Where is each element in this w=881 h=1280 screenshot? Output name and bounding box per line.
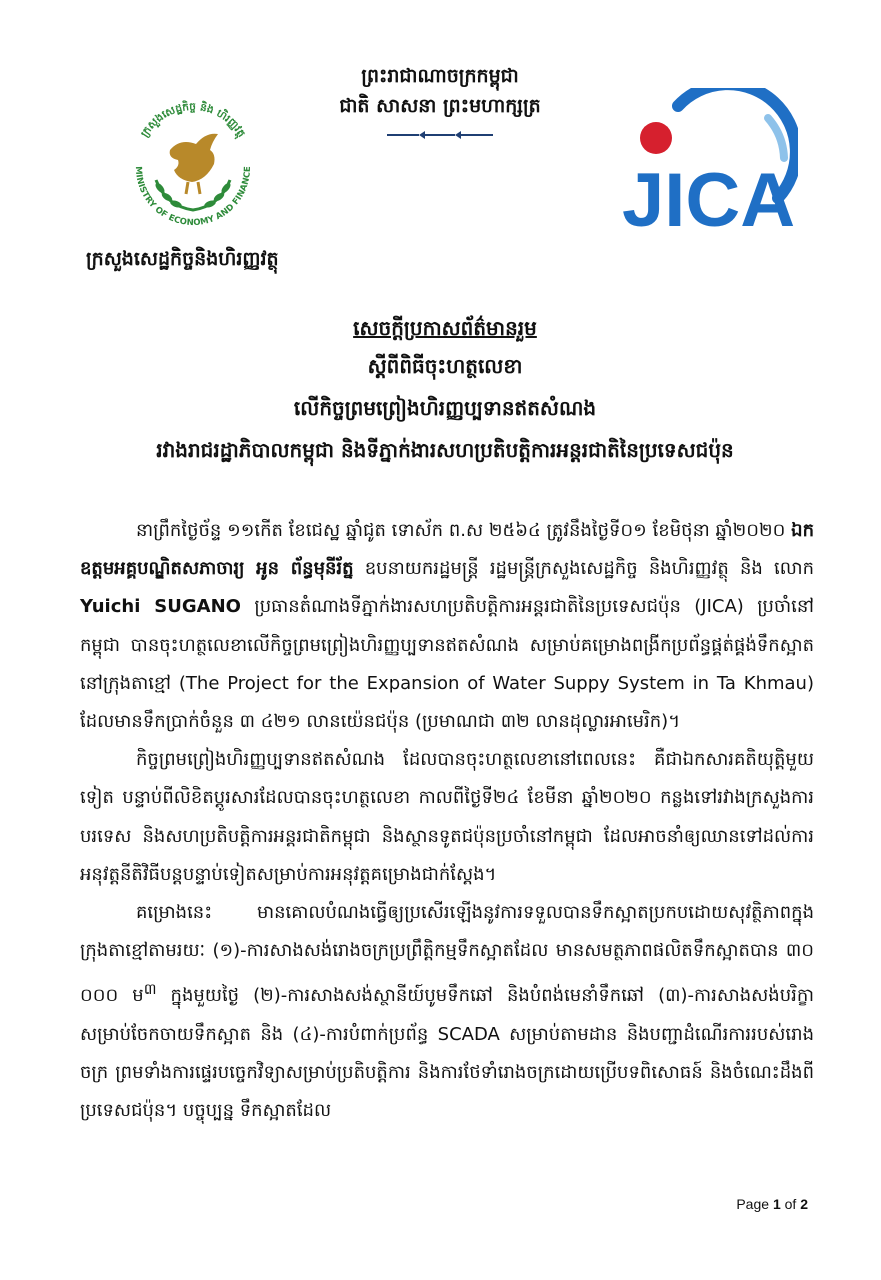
- document-body: [80, 512, 814, 1130]
- national-motto: ជាតិ សាសនា ព្រះមហាក្សត្រ: [339, 94, 541, 117]
- ornament-divider-icon: [385, 129, 495, 141]
- jica-logo-text: JICA: [622, 158, 796, 243]
- p1-content: ប្រធានតំណាងទីភ្នាក់ងារសហប្រតិបត្តិការអន្តរជាតិនៃប្រទេសជប៉ុន (JICA) ប្រចាំនៅកម្ពុជា បានចុះហត្ថលេខាលើកិច្ចព្រមព្រៀងហិរញ្ញប្បទានឥតសំណង សម្រាប់គម្រោងពង្រីកប្រព័ន្ធផ្គត់ផ្គង់ទឹកស្អាតនៅក្រុងតាខ្មៅ (The Project for the Expansion of Water Suppy System in Ta Khmau) ដែលមានទឹកប្រាក់ចំនួន ៣ ៤២១ លានយ៉េនជប៉ុន (ប្រមាណជា ៣២ លានដុល្លារអាមេរិក)។: [80, 596, 814, 733]
- jica-logo: [618, 88, 798, 248]
- p3-superscript: ៣: [143, 980, 157, 999]
- title-joint-press-release: សេចក្តីប្រកាសព័ត៌មានរួម: [353, 316, 537, 340]
- p1-jica-representative: Yuichi SUGANO: [80, 596, 241, 618]
- paragraph-3: [80, 894, 814, 1130]
- p1-title: ឧបនាយករដ្ឋមន្ត្រី រដ្ឋមន្ត្រីក្រសួងសេដ្ឋកិច្ច និងហិរញ្ញវត្ថុ និង លោក: [364, 558, 814, 580]
- svg-text:ក្រសួងសេដ្ឋកិច្ច និង ហិរញ្ញវត្: ក្រសួងសេដ្ឋកិច្ច និង ហិរញ្ញវត្ថុ: [138, 100, 248, 140]
- paragraph-1: [80, 512, 814, 741]
- paragraph-2: កិច្ចព្រមព្រៀងហិរញ្ញប្បទានឥតសំណង ដែលបានចុះហត្ថលេខានៅពេលនេះ គឺជាឯកសារគតិយុត្តិមួយទៀត បន្ទាប់ពីលិខិតប្តូរសារដែលបានចុះហត្ថលេខា កាលពីថ្ងៃទី២៤ ខែមីនា ឆ្នាំ២០២០ កន្លងទៅរវាងក្រសួងការបរទេស និងសហប្រតិបត្តិការអន្តរជាតិកម្ពុជា និងស្ថានទូតជប៉ុនប្រចាំនៅកម្ពុជា ដែលអាចនាំឲ្យឈានទៅដល់ការអនុវត្តនីតិវិធីបន្តបន្ទាប់ទៀតសម្រាប់ការអនុវត្តគម្រោងជាក់ស្តែង។: [80, 749, 814, 885]
- p3-text-b: ក្នុងមួយថ្ងៃ (២)-ការសាងសង់ស្ថានីយ៍បូមទឹកឆៅ និងបំពង់មេនាំទឹកឆៅ (៣)-ការសាងសង់បរិក្ខាសម្រាប់ចែកចាយទឹកស្អាត និង (៤)-ការបំពាក់ប្រព័ន្ធ SCADA សម្រាប់តាមដាន និងបញ្ជាដំណើរការរបស់រោងចក្រ ព្រមទាំងការផ្ទេរបច្ចេកវិទ្យាសម្រាប់ប្រតិបត្តិការ និងការថែទាំរោងចក្រដោយប្រើបទពិសោធន៍ និងចំណេះដឹងពីប្រទេសជប៉ុន។ បច្ចុប្បន្ន ទឹកស្អាតដែល: [80, 985, 814, 1122]
- page-total: 2: [800, 1196, 808, 1212]
- p3-text-a: គម្រោងនេះ មានគោលបំណងធ្វើឲ្យប្រសើរឡើងនូវការទទួលបានទឹកស្អាតប្រកបដោយសុវត្ថិភាពក្នុងក្រុងតាខ្មៅតាមរយៈ (១)-ការសាងសង់រោងចក្រប្រព្រឹត្តិកម្មទឹកស្អាតដែល មានសមត្ថភាពផលិតទឹកស្អាតបាន ៣០ ០០០ ម: [80, 902, 814, 1007]
- kingdom-title: ព្រះរាជាណាចក្រកម្ពុជា: [361, 65, 519, 87]
- title-grant-agreement: លើកិច្ចព្រមព្រៀងហិរញ្ញប្បទានឥតសំណង: [293, 396, 597, 420]
- kingdom-header: [300, 62, 580, 145]
- page-of: of: [784, 1196, 797, 1212]
- p1-intro: នាព្រឹកថ្ងៃច័ន្ទ ១១កើត ខែជេស្ឋ ឆ្នាំជូត ទោស័ក ព.ស ២៥៦៤ ត្រូវនឹងថ្ងៃទី០១ ខែមិថុនា ឆ្នាំ២០២០: [136, 520, 786, 541]
- page-current: 1: [772, 1196, 781, 1212]
- mef-logo: [118, 88, 268, 238]
- title-parties: រវាងរាជរដ្ឋាភិបាលកម្ពុជា និងទីភ្នាក់ងារសហប្រតិបត្តិការអន្តរជាតិនៃប្រទេសជប៉ុន: [156, 438, 734, 462]
- p1-official-name: ឯកឧត្តមអគ្គបណ្ឌិតសភាចារ្យ អូន ព័ន្ធមុនីរ័ត្ន: [80, 520, 814, 580]
- ministry-name: ក្រសួងសេដ្ឋកិច្ចនិងហិរញ្ញវត្ថុ: [86, 248, 279, 270]
- title-signing-ceremony: ស្តីពីពិធីចុះហត្ថលេខា: [367, 354, 523, 378]
- page-number: [736, 1196, 808, 1212]
- svg-text:MINISTRY OF ECONOMY AND FINANC: MINISTRY OF ECONOMY AND FINANCE: [132, 166, 254, 229]
- document-titles: [80, 318, 810, 460]
- page-word: Page: [736, 1196, 770, 1212]
